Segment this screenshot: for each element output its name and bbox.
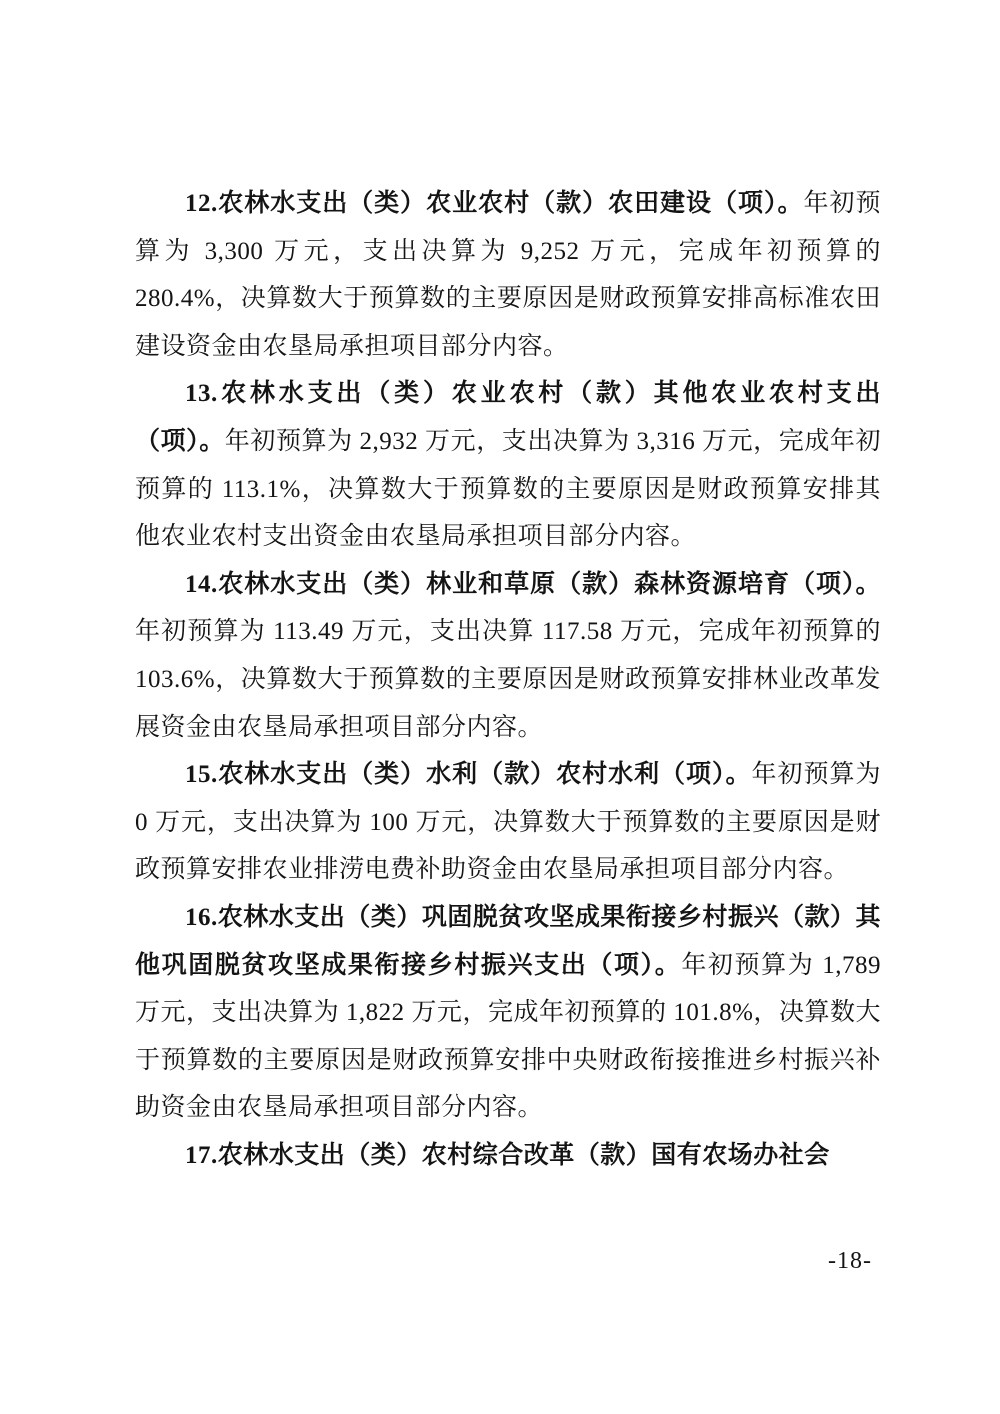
paragraph-16-body: 年初预算为 1,789 万元，支出决算为 1,822 万元，完成年初预算的 101.8%，决算数大于预算数的主要原因是财政预算安排中央财政衔接推进乡村振兴补助资金由农垦局承担项目部分内容。 — [135, 951, 881, 1122]
paragraph-13-heading: 13.农林水支出（类）农业农村（款）其他农业农村支出（项）。 — [135, 380, 881, 455]
paragraph-12 — [135, 180, 881, 370]
paragraph-15-heading: 15.农林水支出（类）水利（款）农村水利（项）。 — [185, 761, 752, 789]
paragraph-17 — [135, 1132, 881, 1180]
paragraph-12-heading: 12.农林水支出（类）农业农村（款）农田建设（项）。 — [185, 190, 804, 217]
document-content — [135, 180, 881, 1179]
paragraph-15-body: 年初预算为 0 万元，支出决算为 100 万元，决算数大于预算数的主要原因是财政预算安排农业排涝电费补助资金由农垦局承担项目部分内容。 — [135, 761, 881, 884]
paragraph-13 — [135, 370, 881, 560]
paragraph-16-heading: 16.农林水支出（类）巩固脱贫攻坚成果衔接乡村振兴（款）其他巩固脱贫攻坚成果衔接乡村振兴支出（项）。 — [135, 903, 881, 979]
paragraph-12-body: 年初预算为 3,300 万元，支出决算为 9,252 万元，完成年初预算的 280.4%，决算数大于预算数的主要原因是财政预算安排高标准农田建设资金由农垦局承担项目部分内容。 — [135, 190, 881, 360]
page-number: -18- — [828, 1248, 872, 1274]
paragraph-17-heading: 17.农林水支出（类）农村综合改革（款）国有农场办社会 — [185, 1141, 830, 1169]
paragraph-13-body: 年初预算为 2,932 万元，支出决算为 3,316 万元，完成年初预算的 113.1%，决算数大于预算数的主要原因是财政预算安排其他农业农村支出资金由农垦局承担项目部分内容。 — [135, 427, 881, 551]
paragraph-15 — [135, 751, 881, 894]
paragraph-14-body: 年初预算为 113.49 万元，支出决算 117.58 万元，完成年初预算的 103.6%，决算数大于预算数的主要原因是财政预算安排林业改革发展资金由农垦局承担项目部分内容。 — [135, 618, 881, 741]
paragraph-14 — [135, 561, 881, 751]
paragraph-16 — [135, 894, 881, 1132]
paragraph-14-heading: 14.农林水支出（类）林业和草原（款）森林资源培育（项）。 — [185, 570, 881, 598]
